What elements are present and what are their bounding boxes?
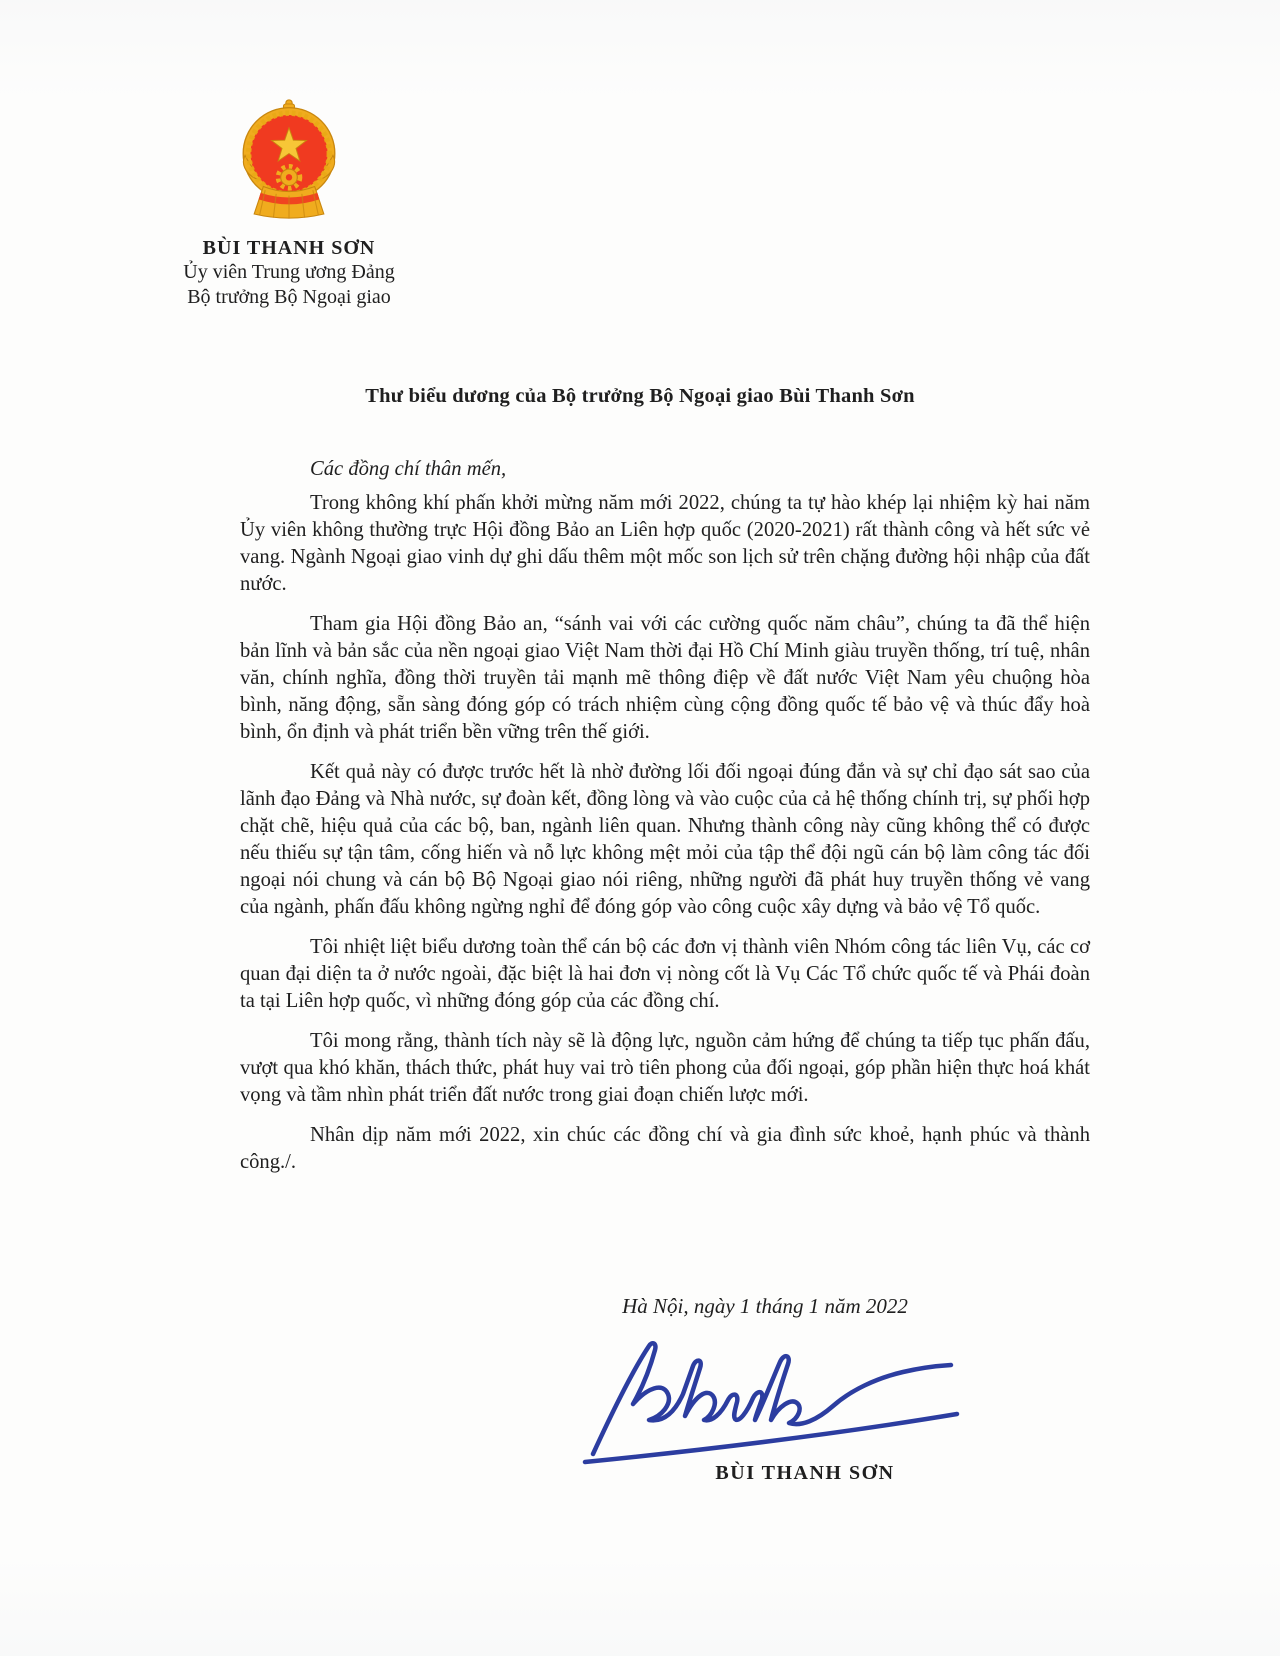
letterhead-role-1: Ủy viên Trung ương Đảng <box>183 261 395 283</box>
letterhead <box>158 96 420 310</box>
paragraph-1: Trong không khí phấn khởi mừng năm mới 2022, chúng ta tự hào khép lại nhiệm kỳ hai năm Ủy viên không thường trực Hội đồng Bảo an Liên hợp quốc (2020-2021) rất thành công và hết sức vẻ vang. Ngành Ngoại giao vinh dự ghi dấu thêm một mốc son lịch sử trên chặng đường hội nhập của đất nước. <box>240 492 1090 595</box>
letterhead-role-2: Bộ trưởng Bộ Ngoại giao <box>187 286 391 308</box>
paragraph-5: Tôi mong rằng, thành tích này sẽ là động lực, nguồn cảm hứng để chúng ta tiếp tục phấn đấu, vượt qua khó khăn, thách thức, phát huy vai trò tiên phong của đối ngoại, góp phần hiện thực hoá khát vọng và tầm nhìn phát triển đất nước trong giai đoạn chiến lược mới. <box>240 1030 1090 1106</box>
letterhead-name: BÙI THANH SƠN <box>202 237 376 259</box>
salutation: Các đồng chí thân mến, <box>310 458 507 480</box>
paragraph-2: Tham gia Hội đồng Bảo an, “sánh vai với các cường quốc năm châu”, chúng ta đã thể hiện bản lĩnh và bản sắc của nền ngoại giao Việt Nam thời đại Hồ Chí Minh giàu truyền thống, trí tuệ, nhân văn, chính nghĩa, đồng thời truyền tải mạnh mẽ thông điệp về đất nước Việt Nam yêu chuộng hòa bình, năng động, sẵn sàng đóng góp có trách nhiệm cùng cộng đồng quốc tế bảo vệ và thúc đẩy hoà bình, ổn định và phát triển bền vững trên thế giới. <box>240 613 1090 743</box>
signature-handwriting-icon <box>565 1332 975 1467</box>
paragraph-3: Kết quả này có được trước hết là nhờ đường lối đối ngoại đúng đắn và sự chỉ đạo sát sao của lãnh đạo Đảng và Nhà nước, sự đoàn kết, đồng lòng và vào cuộc của cả hệ thống chính trị, sự phối hợp chặt chẽ, hiệu quả của các bộ, ban, ngành liên quan. Nhưng thành công này cũng không thể có được nếu thiếu sự tận tâm, cống hiến và nỗ lực không mệt mỏi của tập thể đội ngũ cán bộ làm công tác đối ngoại nói chung và cán bộ Bộ Ngoại giao nói riêng, những người đã phát huy truyền thống vẻ vang của ngành, phấn đấu không ngừng nghỉ để đóng góp vào công cuộc xây dựng và bảo vệ Tổ quốc. <box>240 761 1090 918</box>
date-line: Hà Nội, ngày 1 tháng 1 năm 2022 <box>622 1294 908 1318</box>
letter-title: Thư biểu dương của Bộ trưởng Bộ Ngoại giao Bùi Thanh Sơn <box>365 385 915 407</box>
signer-name: BÙI THANH SƠN <box>715 1462 895 1484</box>
paragraph-6: Nhân dịp năm mới 2022, xin chúc các đồng chí và gia đình sức khoẻ, hạnh phúc và thành công./. <box>240 1124 1090 1173</box>
vietnam-national-emblem-icon <box>234 96 344 222</box>
letter-body <box>240 456 1090 1189</box>
paragraph-4: Tôi nhiệt liệt biểu dương toàn thể cán bộ các đơn vị thành viên Nhóm công tác liên Vụ, các cơ quan đại diện ta ở nước ngoài, đặc biệt là hai đơn vị nòng cốt là Vụ Các Tổ chức quốc tế và Phái đoàn ta tại Liên hợp quốc, vì những đóng góp của các đồng chí. <box>240 936 1090 1012</box>
